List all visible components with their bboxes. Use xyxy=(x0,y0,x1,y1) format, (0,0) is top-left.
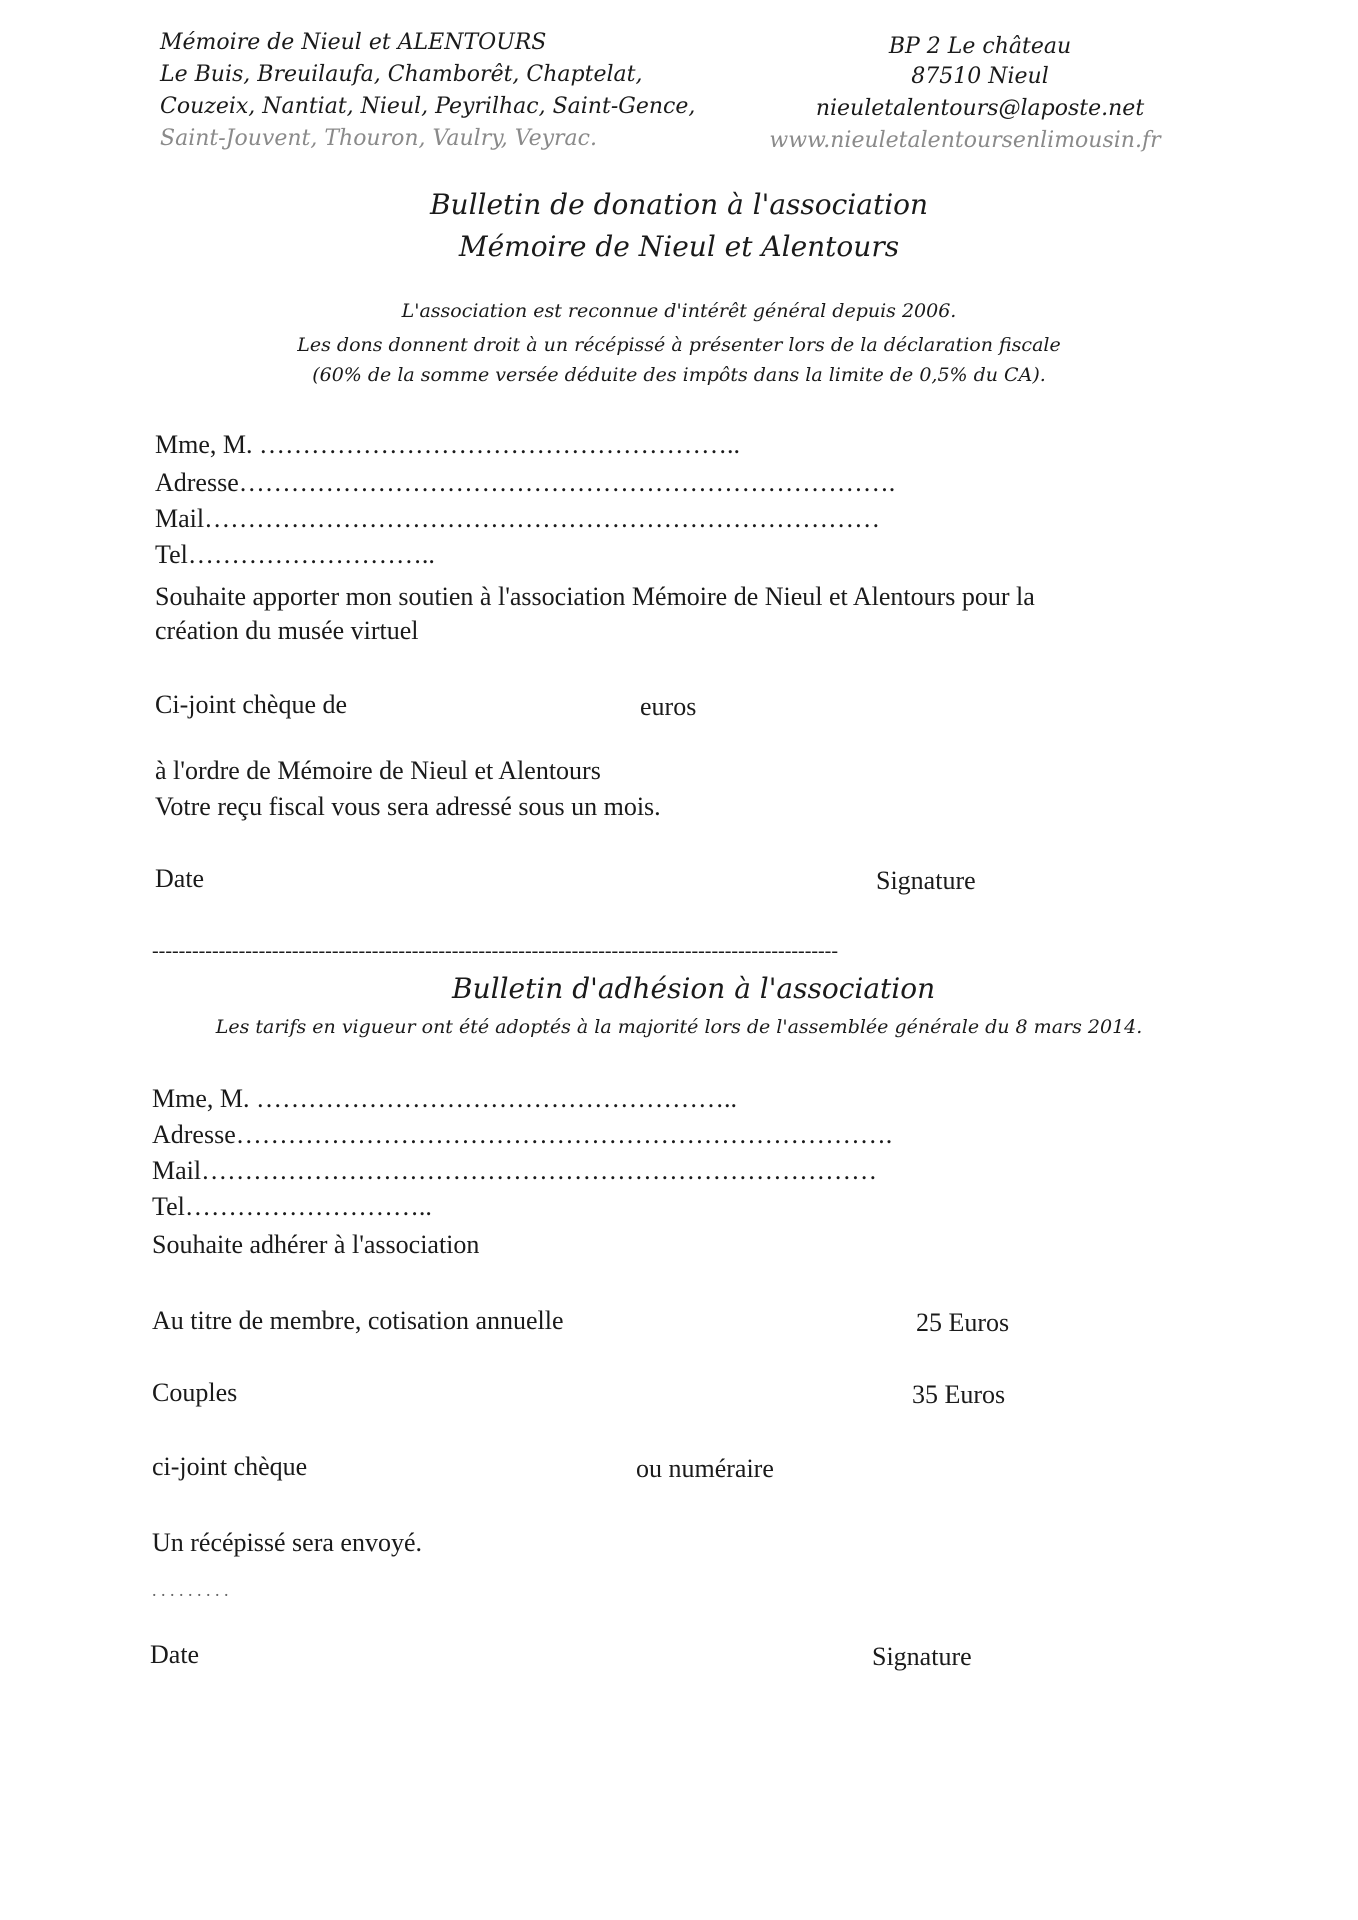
membership-dots-line: . . . . . . . . . xyxy=(152,1580,229,1600)
donation-support-line-2: création du musée virtuel xyxy=(155,616,419,645)
donation-support-line-1: Souhaite apporter mon soutien à l'association Mémoire de Nieul et Alentours pour la xyxy=(155,582,1035,611)
membership-couples-label: Couples xyxy=(152,1378,238,1407)
donation-euros-label: euros xyxy=(640,692,697,721)
donation-note-line-3: (60% de la somme versée déduite des impôts dans la limite de 0,5% du CA). xyxy=(312,364,1046,386)
membership-cash-label[interactable]: ou numéraire xyxy=(636,1454,774,1483)
donation-title-line-2: Mémoire de Nieul et Alentours xyxy=(458,230,900,263)
donation-receipt-line: Votre reçu fiscal vous sera adressé sous un mois. xyxy=(155,792,661,821)
donation-name-field[interactable]: Mme, M. ……………………………………………….. xyxy=(155,430,740,459)
org-name: Mémoire de Nieul et ALENTOURS xyxy=(160,30,547,55)
membership-couples-price: 35 Euros xyxy=(912,1380,1006,1409)
villages-line-1: Le Buis, Breuilaufa, Chamborêt, Chaptelat, xyxy=(160,62,643,87)
membership-signature-label: Signature xyxy=(872,1642,972,1671)
donation-note-line-1: L'association est reconnue d'intérêt général depuis 2006. xyxy=(401,300,957,322)
villages-line-2: Couzeix, Nantiat, Nieul, Peyrilhac, Saint-Gence, xyxy=(160,94,696,119)
donation-note-line-2: Les dons donnent droit à un récépissé à présenter lors de la déclaration fiscale xyxy=(297,334,1061,356)
membership-name-field[interactable]: Mme, M. ……………………………………………….. xyxy=(152,1084,737,1113)
donation-cheque-label: Ci-joint chèque de xyxy=(155,690,348,719)
membership-join-line: Souhaite adhérer à l'association xyxy=(152,1230,480,1259)
membership-member-price: 25 Euros xyxy=(916,1308,1010,1337)
email-address: nieuletalentours@laposte.net xyxy=(815,96,1145,121)
membership-receipt-line: Un récépissé sera envoyé. xyxy=(152,1528,422,1557)
address-line-2: 87510 Nieul xyxy=(911,64,1049,89)
membership-title: Bulletin d'adhésion à l'association xyxy=(452,972,936,1005)
donation-order-line: à l'ordre de Mémoire de Nieul et Alentours xyxy=(155,756,601,785)
donation-mail-field[interactable]: Mail…………………………………………………………………… xyxy=(155,504,881,533)
villages-line-3: Saint-Jouvent, Thouron, Vaulry, Veyrac. xyxy=(160,126,597,151)
membership-cheque-label[interactable]: ci-joint chèque xyxy=(152,1452,308,1481)
membership-mail-field[interactable]: Mail…………………………………………………………………… xyxy=(152,1156,878,1185)
website: www.nieuletalentoursenlimousin.fr xyxy=(769,128,1161,153)
membership-member-label: Au titre de membre, cotisation annuelle xyxy=(152,1306,564,1335)
donation-date-label: Date xyxy=(155,864,205,893)
donation-signature-label: Signature xyxy=(876,866,976,895)
cut-separator-line: ------------------------------------------------------------------------------------------------------- xyxy=(152,940,838,962)
membership-address-field[interactable]: Adresse…………………………………………………………………. xyxy=(152,1120,893,1149)
donation-address-field[interactable]: Adresse…………………………………………………………………. xyxy=(155,468,896,497)
donation-tel-field[interactable]: Tel……………………….. xyxy=(155,540,435,569)
membership-date-label: Date xyxy=(150,1640,200,1669)
membership-tel-field[interactable]: Tel……………………….. xyxy=(152,1192,432,1221)
donation-title-line-1: Bulletin de donation à l'association xyxy=(429,188,929,221)
address-line-1: BP 2 Le château xyxy=(888,34,1072,59)
membership-note: Les tarifs en vigueur ont été adoptés à la majorité lors de l'assemblée générale du 8 mars 2014. xyxy=(215,1016,1143,1038)
